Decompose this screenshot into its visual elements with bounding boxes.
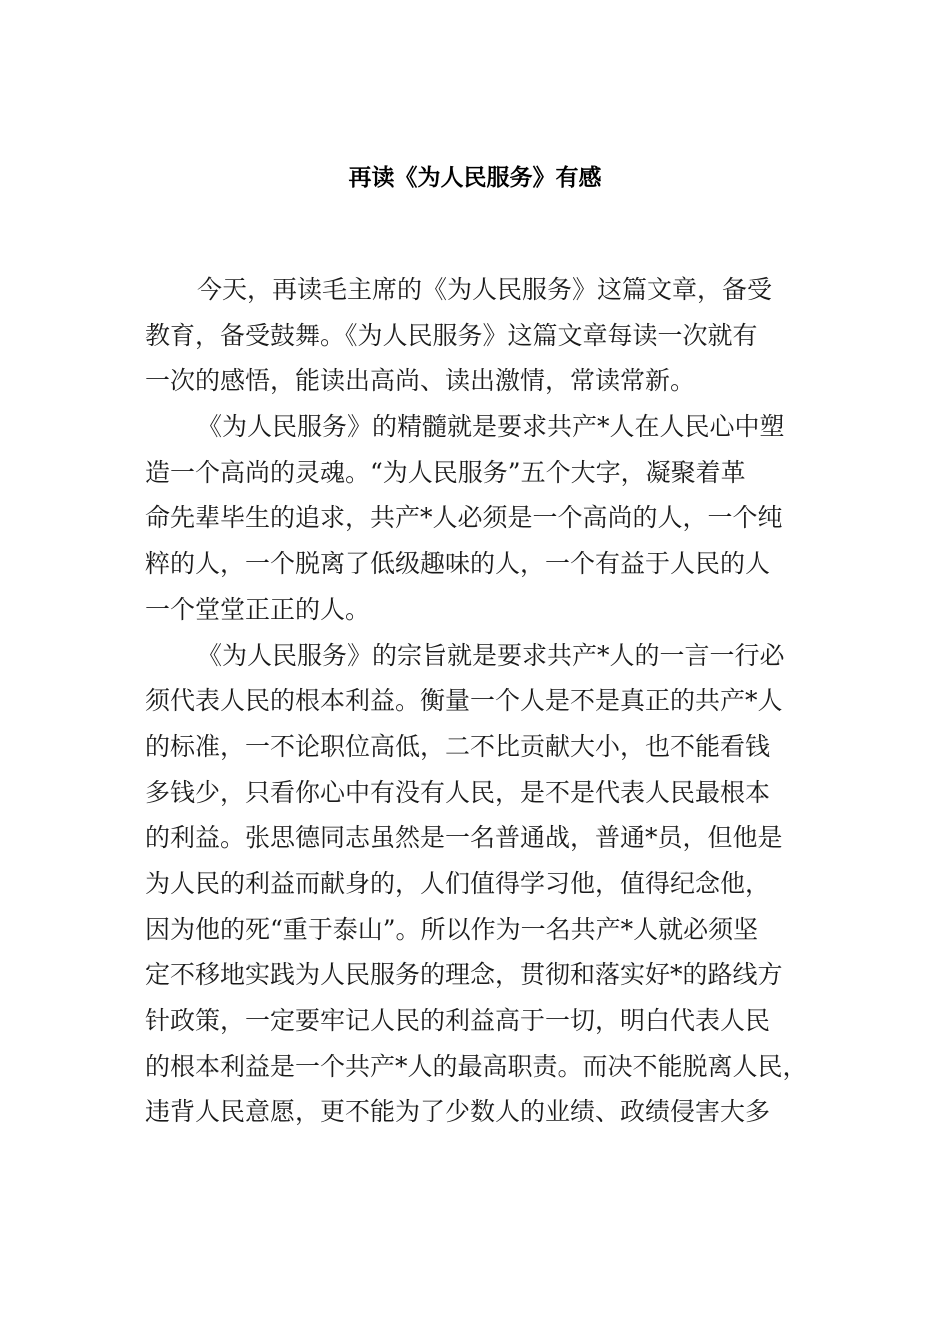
paragraph-3-line-2: 须代表人民的根本利益。衡量一个人是不是真正的共产*人 — [145, 686, 783, 716]
paragraph-3-line-3: 的标准，一不论职位高低，二不比贡献大小，也不能看钱 — [145, 731, 771, 761]
paragraph-2-line-4: 粹的人，一个脱离了低级趣味的人，一个有益于人民的人 — [145, 549, 771, 579]
paragraph-3-line-1: 《为人民服务》的宗旨就是要求共产*人的一言一行必 — [197, 640, 785, 670]
paragraph-3-line-11: 违背人民意愿，更不能为了少数人的业绩、政绩侵害大多 — [145, 1097, 771, 1127]
paragraph-1-line-3: 一次的感悟，能读出高尚、读出激情，常读常新。 — [145, 366, 696, 396]
paragraph-2-line-2: 造一个高尚的灵魂。“为人民服务”五个大字，凝聚着革 — [145, 457, 746, 487]
document-title: 再读《为人民服务》有感 — [348, 164, 602, 191]
paragraph-3-line-5: 的利益。张思德同志虽然是一名普通战，普通*员，但他是 — [145, 823, 783, 853]
paragraph-3-line-6: 为人民的利益而献身的，人们值得学习他，值得纪念他， — [145, 868, 771, 898]
paragraph-3-line-4: 多钱少，只看你心中有没有人民，是不是代表人民最根本 — [145, 777, 771, 807]
paragraph-2-line-5: 一个堂堂正正的人。 — [145, 594, 371, 624]
paragraph-3-line-9: 针政策，一定要牢记人民的利益高于一切，明白代表人民 — [145, 1006, 771, 1035]
paragraph-2-line-3: 命先辈毕生的追求，共产*人必须是一个高尚的人，一个纯 — [145, 503, 783, 533]
paragraph-2-line-1: 《为人民服务》的精髓就是要求共产*人在人民心中塑 — [197, 412, 785, 442]
paragraph-1-line-2: 教育，备受鼓舞。《为人民服务》这篇文章每读一次就有 — [145, 320, 758, 350]
paragraph-3-line-10: 的根本利益是一个共产*人的最高职责。而决不能脱离人民， — [145, 1051, 808, 1081]
paragraph-1-line-1: 今天，再读毛主席的《为人民服务》这篇文章，备受 — [197, 275, 773, 304]
document-body — [145, 270, 825, 1138]
paragraph-3-line-8: 定不移地实践为人民服务的理念，贯彻和落实好*的路线方 — [145, 960, 783, 990]
paragraph-3-line-7: 因为他的死“重于泰山”。所以作为一名共产*人就必须坚 — [145, 914, 759, 944]
